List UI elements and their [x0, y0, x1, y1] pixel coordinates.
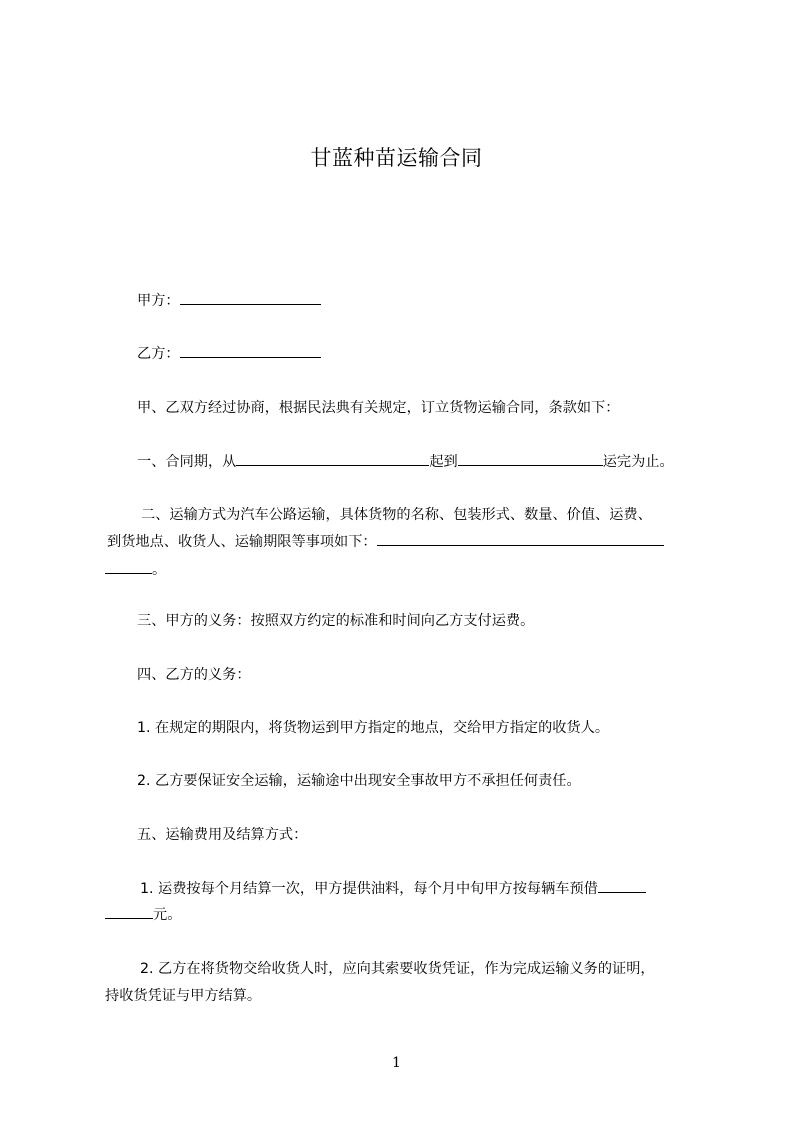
clause-5-item-1-line-1	[140, 877, 740, 901]
clause-2-blank	[377, 530, 664, 546]
clause-2-line-2-text: 到货地点、收货人、运输期限等事项如下：	[107, 534, 377, 550]
party-b-label: 乙方：	[137, 346, 180, 362]
clause-2-line-2	[107, 530, 707, 554]
clause-1-start-blank	[236, 450, 429, 466]
clause-5-item-2-line-1: 2. 乙方在将货物交给收货人时，应向其索要收货凭证，作为完成运输义务的证明，	[140, 961, 655, 977]
clause-1-end-blank	[458, 450, 603, 466]
clause-5-item-1-text: 1. 运费按每个月结算一次，甲方提供油料，每个月中旬甲方按每辆车预借	[140, 881, 598, 897]
clause-4-item-2: 2. 乙方要保证安全运输，运输途中出现安全事故甲方不承担任何责任。	[137, 773, 581, 789]
clause-5-advance-blank	[598, 877, 646, 893]
party-b-blank	[180, 342, 321, 358]
clause-5-item-1-end: 元。	[153, 907, 182, 923]
clause-2-line-3	[105, 558, 705, 582]
clause-5-item-2-line-2: 持收货凭证与甲方结算。	[105, 988, 262, 1004]
page-number: 1	[392, 1055, 401, 1071]
clause-5-advance-blank-cont	[105, 903, 153, 919]
party-b-line	[137, 342, 737, 366]
clause-1	[137, 450, 737, 474]
document-title: 甘蓝种苗运输合同	[310, 146, 483, 170]
clause-1-suffix: 运完为止。	[602, 454, 674, 470]
party-a-label: 甲方：	[137, 293, 180, 309]
clause-5-item-1-line-2	[105, 903, 705, 927]
clause-5-heading: 五、运输费用及结算方式：	[137, 827, 308, 843]
party-a-blank	[180, 289, 321, 305]
clause-1-prefix: 一、合同期，从	[137, 454, 237, 470]
clause-2-blank-cont	[105, 558, 152, 574]
clause-4-heading: 四、乙方的义务：	[137, 667, 251, 683]
clause-1-middle: 起到	[429, 454, 458, 470]
intro-paragraph: 甲、乙双方经过协商，根据民法典有关规定，订立货物运输合同，条款如下：	[137, 400, 620, 416]
clause-4-item-1: 1. 在规定的期限内，将货物运到甲方指定的地点，交给甲方指定的收货人。	[137, 720, 610, 736]
clause-3: 三、甲方的义务：按照双方约定的标准和时间向乙方支付运费。	[137, 613, 535, 629]
clause-2-line-1: 二、运输方式为汽车公路运输，具体货物的名称、包装形式、数量、价值、运费、	[141, 507, 652, 523]
party-a-line	[137, 289, 737, 313]
clause-2-end: 。	[152, 562, 167, 578]
